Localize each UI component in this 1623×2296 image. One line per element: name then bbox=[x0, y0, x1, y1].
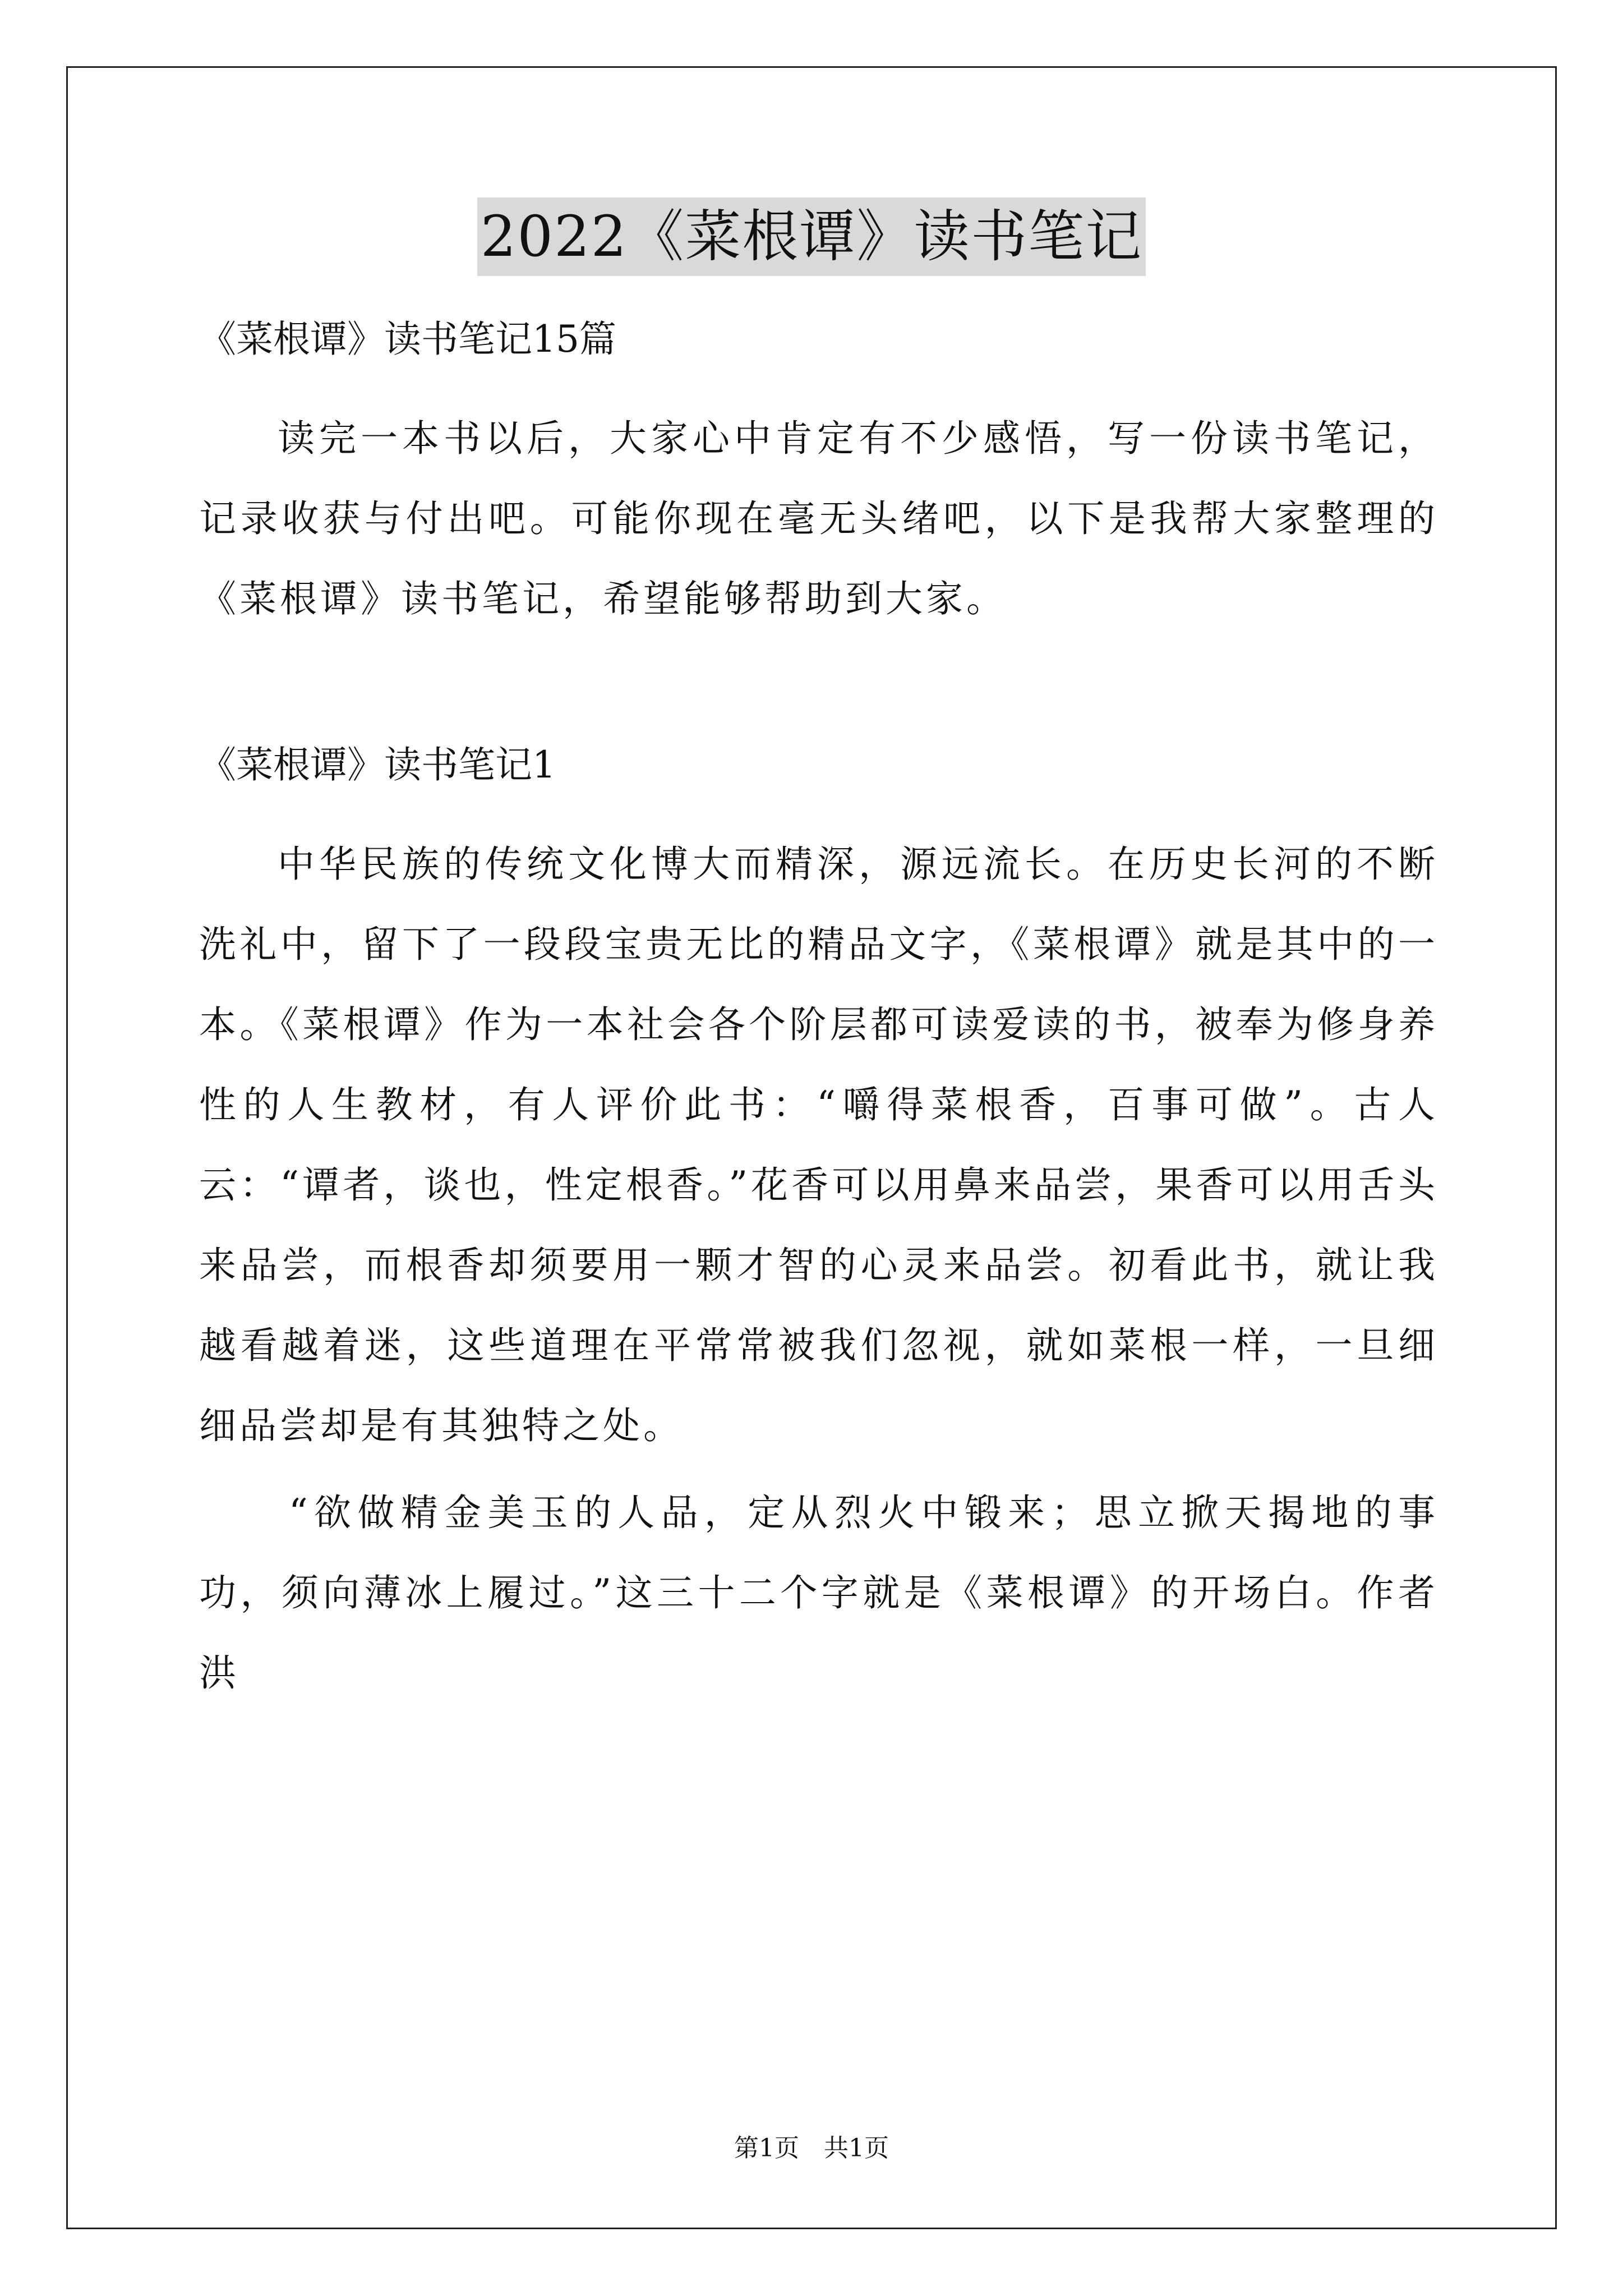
document-subtitle: 《菜根谭》读书笔记15篇 bbox=[199, 318, 616, 361]
title-wrap bbox=[0, 197, 1623, 276]
document-title: 2022《菜根谭》读书笔记 bbox=[477, 197, 1146, 276]
section-heading: 《菜根谭》读书笔记1 bbox=[199, 743, 556, 786]
section-paragraph: “欲做精金美玉的人品，定从烈火中锻来；思立掀天揭地的事功，须向薄冰上履过。”这三十二个字就是《菜根谭》的开场白。作者洪 bbox=[199, 1491, 1438, 1695]
page-footer: 第1页 共1页 bbox=[734, 2134, 889, 2162]
intro-paragraph: 读完一本书以后，大家心中肯定有不少感悟，写一份读书笔记，记录收获与付出吧。可能你现在毫无头绪吧，以下是我帮大家整理的《菜根谭》读书笔记，希望能够帮助到大家。 bbox=[199, 417, 1438, 620]
section-gap bbox=[199, 639, 1438, 729]
section-paragraph: 中华民族的传统文化博大而精深，源远流长。在历史长河的不断洗礼中，留下了一段段宝贵无比的精品文字，《菜根谭》就是其中的一本。《菜根谭》作为一本社会各个阶层都可读爱读的书，被奉为修身养性的人生教材，有人评价此书：“嚼得菜根香，百事可做”。古人云：“谭者，谈也，性定根香。”花香可以用鼻来品尝，果香可以用舌头来品尝，而根香却须要用一颗才智的心灵来品尝。初看此书，就让我越看越着迷，这些道理在平常常被我们忽视，就如菜根一样，一旦细细品尝却是有其独特之处。 bbox=[199, 843, 1438, 1447]
document-body bbox=[199, 303, 1438, 1713]
